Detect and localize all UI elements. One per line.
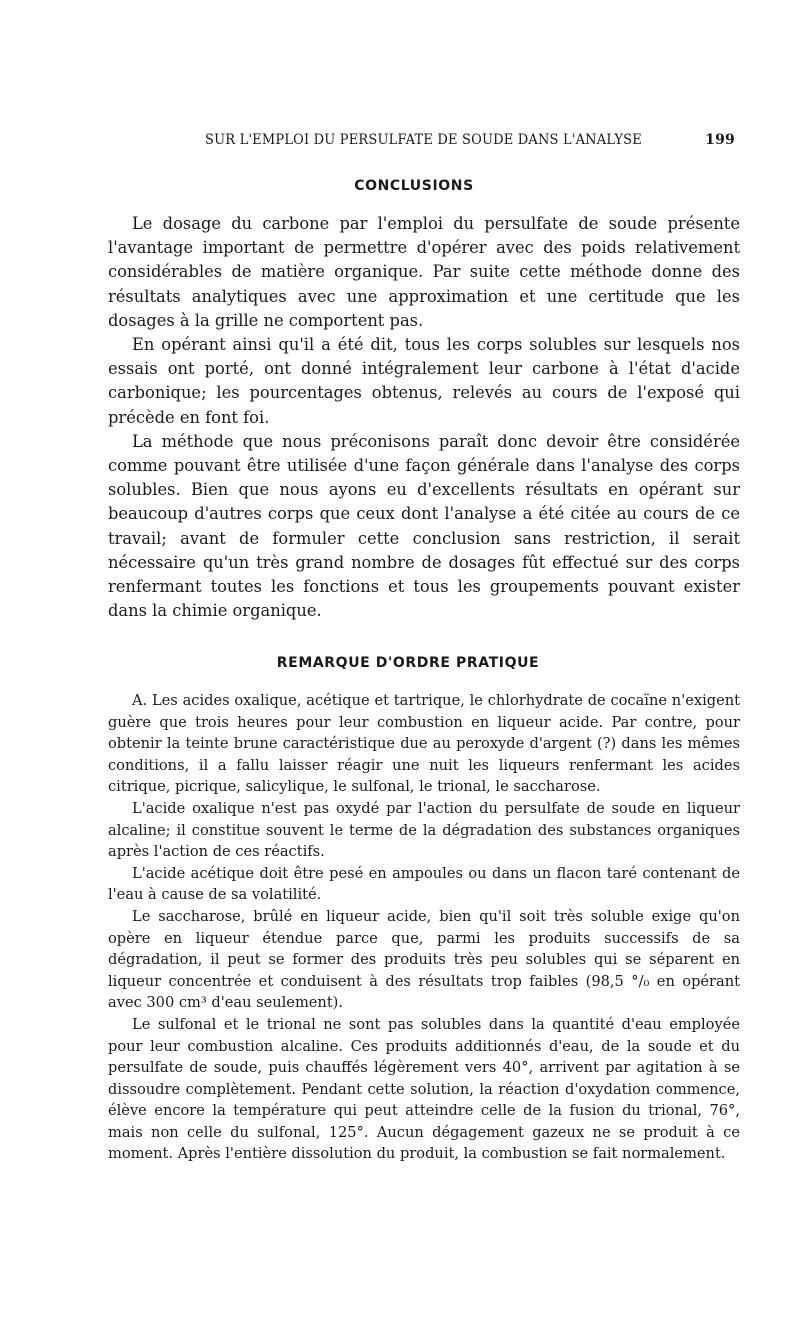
conclusions-paragraph: La méthode que nous préconisons paraît donc devoir être considérée comme pouvant être utilisée d'une façon générale dans l'analyse des corps solubles. Bien que nous ayons eu d'excellents résultats en opérant sur beaucoup d'autres corps que ceux dont l'analyse a été citée au cours de ce travail; avant de formuler cette conclusion sans restriction, il serait nécessaire qu'un très grand nombre de dosages fût effectué sur des corps renfermant toutes les fonctions et tous les groupements pouvant exister dans la chimie organique. (108, 431, 740, 621)
conclusions-body (108, 212, 740, 623)
running-header-title: SUR L'EMPLOI DU PERSULFATE DE SOUDE DANS L'ANALYSE (205, 132, 642, 148)
page-number: 199 (705, 132, 735, 148)
remarque-body (108, 690, 740, 1165)
running-header (205, 132, 735, 152)
remarque-paragraph: A. Les acides oxalique, acétique et tartrique, le chlorhydrate de cocaïne n'exigent guère que trois heures pour leur combustion en liqueur acide. Par contre, pour obtenir la teinte brune caractéristique due au peroxyde d'argent (?) dans les mêmes conditions, il a fallu laisser réagir une nuit les liqueurs renfermant les acides citrique, picrique, salicylique, le sulfonal, le trional, le saccharose. (108, 692, 740, 796)
conclusions-paragraph: Le dosage du carbone par l'emploi du persulfate de soude présente l'avantage important de permettre d'opérer avec des poids relativement considérables de matière organique. Par suite cette méthode donne des résultats analytiques avec une approximation et une certitude que les dosages à la grille ne comportent pas. (108, 214, 740, 330)
conclusions-paragraph: En opérant ainsi qu'il a été dit, tous les corps solubles sur lesquels nos essais ont porté, ont donné intégralement leur carbone à l'état d'acide carbonique; les pourcentages obtenus, relevés au cours de l'exposé qui précède en font foi. (108, 335, 740, 427)
remarque-paragraph: Le saccharose, brûlé en liqueur acide, bien qu'il soit très soluble exige qu'on opère en liqueur étendue parce que, parmi les produits successifs de sa dégradation, il peut se former des produits très peu solubles qui se séparent en liqueur concentrée et conduisent à des résultats trop faibles (98,5 °/₀ en opérant avec 300 cm³ d'eau seulement). (108, 907, 740, 1012)
remarque-paragraph: L'acide oxalique n'est pas oxydé par l'action du persulfate de soude en liqueur alcaline; il constitue souvent le terme de la dégradation des substances organiques après l'action de ces réactifs. (108, 799, 740, 861)
remarque-paragraph: L'acide acétique doit être pesé en ampoules ou dans un flacon taré contenant de l'eau à cause de sa volatilité. (108, 864, 740, 904)
conclusions-heading: CONCLUSIONS (354, 178, 474, 194)
remarque-heading: REMARQUE D'ORDRE PRATIQUE (276, 655, 540, 671)
remarque-paragraph: Le sulfonal et le trional ne sont pas solubles dans la quantité d'eau employée pour leur combustion alcaline. Ces produits additionnés d'eau, de la soude et du persulfate de soude, puis chauffés légèrement vers 40°, arrivent par agitation à se dissoudre complètement. Pendant cette solution, la réaction d'oxydation commence, élève encore la température qui peut atteindre celle de la fusion du trional, 76°, mais non celle du sulfonal, 125°. Aucun dégagement gazeux ne se produit à ce moment. Après l'entière dissolution du produit, la combustion se fait normalement. (108, 1015, 740, 1163)
